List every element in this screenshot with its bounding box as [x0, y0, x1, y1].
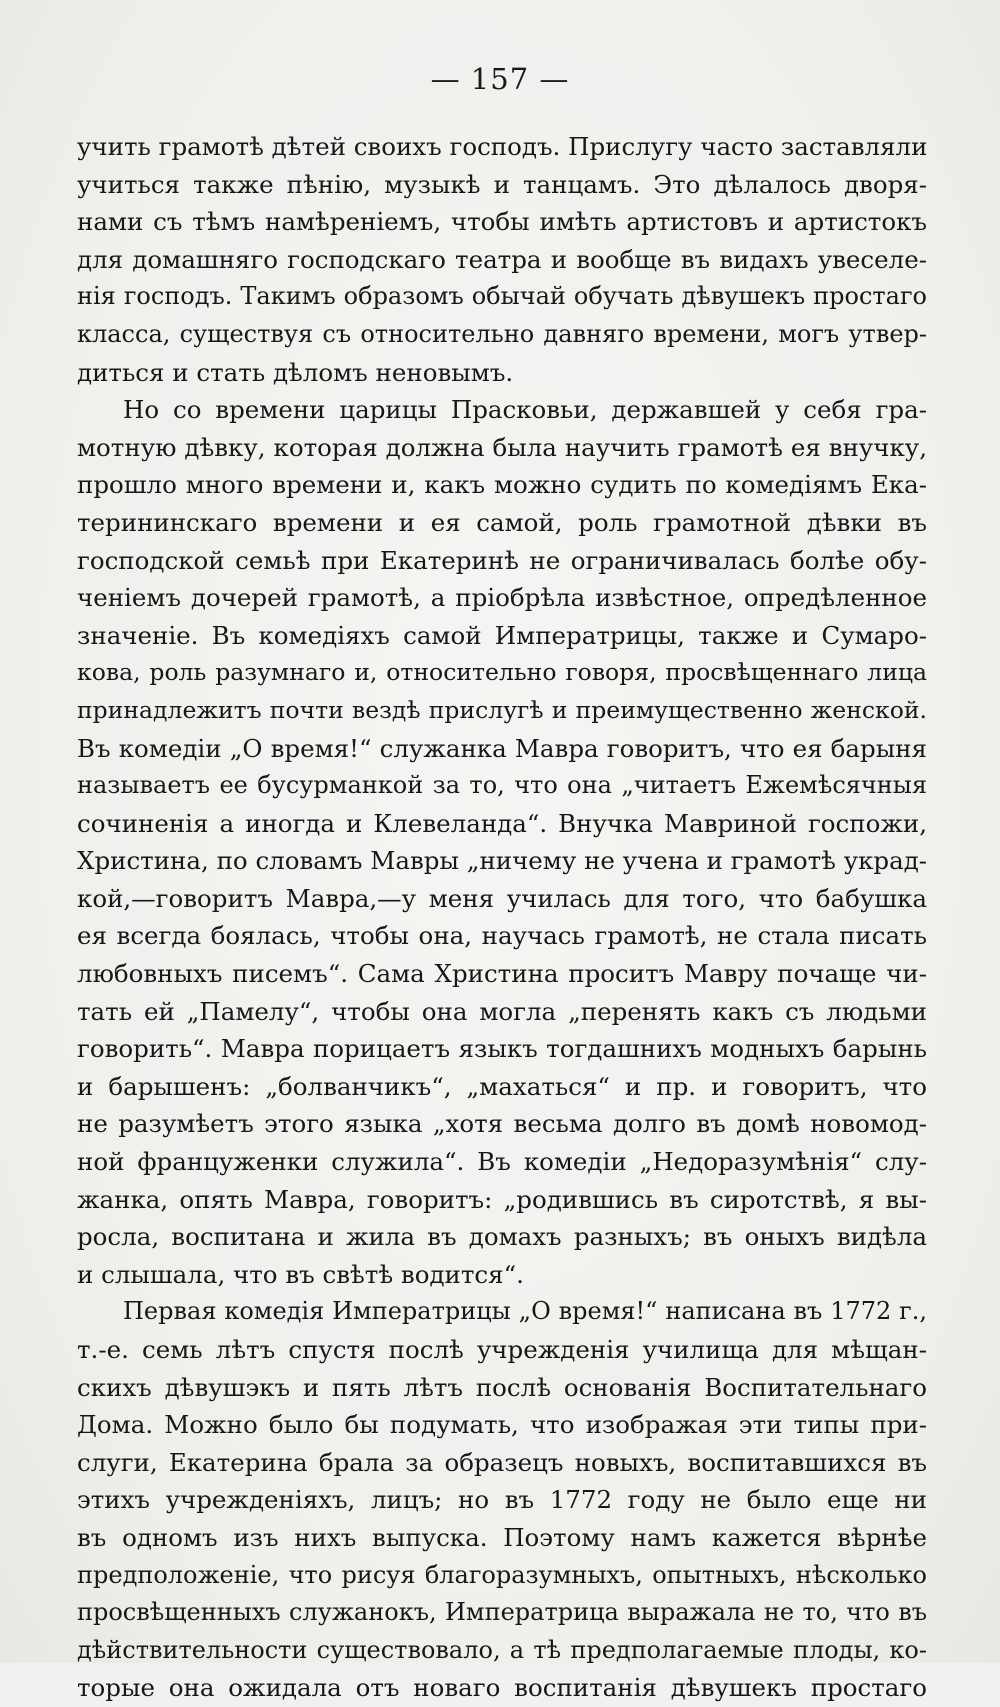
- text-line: мотную дѣвку, которая должна была научить грамотѣ ея внучку,: [77, 432, 927, 462]
- text-line: для домашняго господскаго театра и вообще въ видахъ увеселе-: [77, 244, 927, 274]
- text-line: нія господъ. Такимъ образомъ обычай обучать дѣвушекъ простаго: [77, 282, 927, 311]
- text-line: класса, существуя съ относительно давняго времени, могъ утвер-: [77, 319, 927, 348]
- text-line: называетъ ее бусурманкой за то, что она „читаетъ Ежемѣсячныя: [77, 771, 927, 800]
- text-line: дѣйствительности существовало, а тѣ предполагаемые плоды, ко-: [77, 1635, 927, 1664]
- text-line: Первая комедія Императрицы „О время!“ написана въ 1772 г.,: [123, 1297, 927, 1326]
- text-line: жанка, опять Мавра, говоритъ: „родившись въ сиротствѣ, я вы-: [77, 1184, 927, 1214]
- text-line: прошло много времени и, какъ можно судить по комедіямъ Ека-: [77, 470, 927, 500]
- text-line: не разумѣетъ этого языка „хотя весьма долго въ домѣ новомод-: [77, 1109, 927, 1139]
- text-line: принадлежитъ почти вездѣ прислугѣ и преимущественно женской.: [77, 695, 927, 724]
- text-line: Но со времени царицы Прасковьи, державшей у себя гра-: [123, 395, 927, 425]
- text-line: учиться также пѣнію, музыкѣ и танцамъ. Это дѣлалось дворя-: [77, 169, 927, 199]
- text-line: Дома. Можно было бы подумать, что изображая эти типы при-: [77, 1410, 927, 1440]
- text-line: учить грамотѣ дѣтей своихъ господъ. Прислугу часто заставляли: [77, 132, 927, 161]
- text-line: и барышенъ: „болванчикъ“, „махаться“ и пр. и говоритъ, что: [77, 1071, 927, 1101]
- text-line: Христина, по словамъ Мавры „ничему не учена и грамотѣ украд-: [77, 846, 927, 876]
- text-line: предположеніе, что рисуя благоразумныхъ, опытныхъ, нѣсколько: [77, 1560, 927, 1589]
- page-number: — 157 —: [430, 62, 570, 96]
- text-line: диться и стать дѣломъ неновымъ.: [77, 357, 514, 387]
- text-line: терининскаго времени и ея самой, роль грамотной дѣвки въ: [77, 507, 927, 537]
- text-line: говорить“. Мавра порицаетъ языкъ тогдашнихъ модныхъ барынь: [77, 1034, 927, 1064]
- body-text: [77, 128, 927, 1707]
- text-line: значеніе. Въ комедіяхъ самой Императрицы, также и Сумаро-: [77, 620, 927, 650]
- text-line: ея всегда боялась, чтобы она, научась грамотѣ, не стала писать: [77, 921, 927, 951]
- text-line: сочиненія а иногда и Клевеланда“. Внучка Мавриной госпожи,: [77, 808, 927, 838]
- text-line: скихъ дѣвушэкъ и пять лѣтъ послѣ основанія Воспитательнаго: [77, 1372, 927, 1402]
- text-line: кова, роль разумнаго и, относительно говоря, просвѣщеннаго лица: [77, 658, 927, 687]
- text-line: въ одномъ изъ нихъ выпуска. Поэтому намъ кажется вѣрнѣе: [77, 1522, 927, 1552]
- text-line: тать ей „Памелу“, чтобы она могла „перенять какъ съ людьми: [77, 996, 927, 1026]
- text-line: просвѣщенныхъ служанокъ, Императрица выражала не то, что въ: [77, 1598, 927, 1627]
- text-line: Въ комедіи „О время!“ служанка Мавра говоритъ, что ея барыня: [77, 733, 927, 763]
- text-line: этихъ учрежденіяхъ, лицъ; но въ 1772 году не было еще ни: [77, 1485, 927, 1515]
- text-line: слуги, Екатерина брала за образецъ новыхъ, воспитавшихся въ: [77, 1447, 927, 1477]
- text-line: т.-е. семь лѣтъ спустя послѣ учрежденія училища для мѣщан-: [77, 1335, 927, 1364]
- text-line: кой,—говоритъ Мавра,—у меня училась для того, что бабушка: [77, 883, 927, 913]
- text-line: любовныхъ писемъ“. Сама Христина проситъ Мавру почаще чи-: [77, 959, 927, 989]
- text-line: ной француженки служила“. Въ комедіи „Недоразумѣнія“ слу-: [77, 1147, 927, 1177]
- text-line: и слышала, что въ свѣтѣ водится“.: [77, 1259, 524, 1289]
- text-line: торые она ожидала отъ новаго воспитанія дѣвушекъ простаго: [77, 1673, 927, 1703]
- text-line: росла, воспитана и жила въ домахъ разныхъ; въ оныхъ видѣла: [77, 1222, 927, 1252]
- text-line: ченіемъ дочерей грамотѣ, а пріобрѣла извѣстное, опредѣленное: [77, 583, 927, 613]
- text-line: господской семьѣ при Екатеринѣ не ограничивалась болѣе обу-: [77, 545, 927, 575]
- text-line: нами съ тѣмъ намѣреніемъ, чтобы имѣть артистовъ и артистокъ: [77, 207, 927, 237]
